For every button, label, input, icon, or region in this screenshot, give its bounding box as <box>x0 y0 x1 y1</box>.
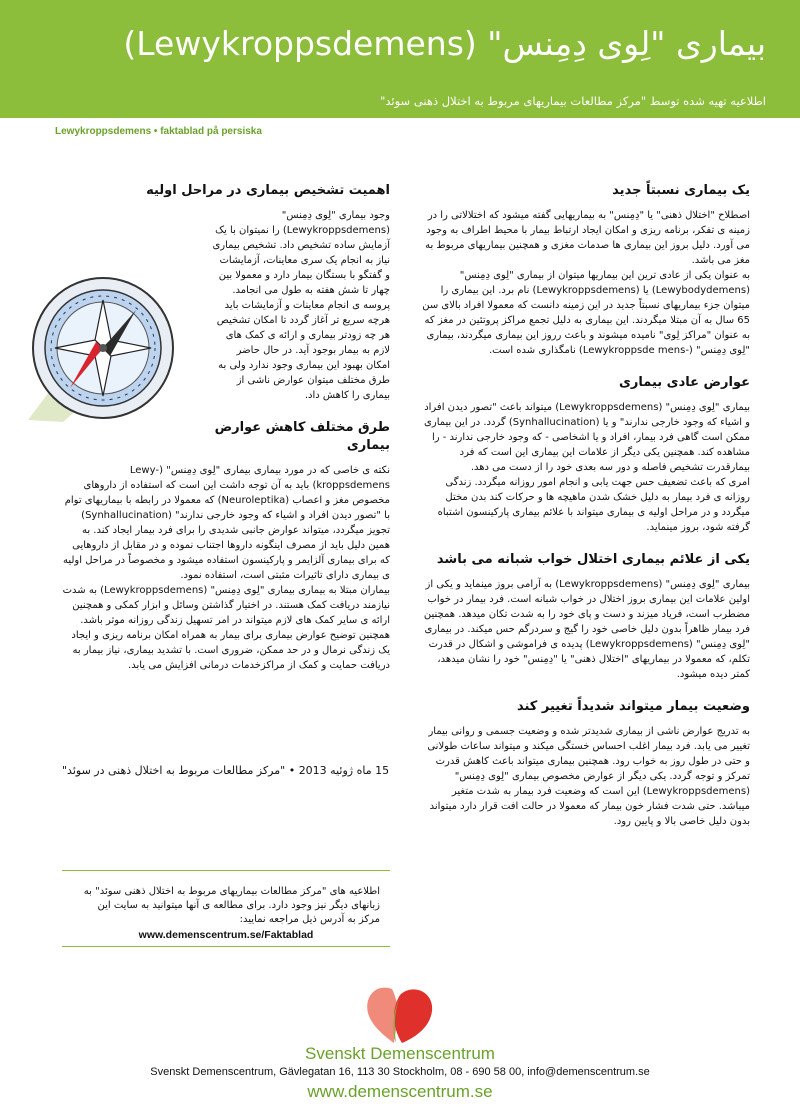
paragraph: اصطلاح "اختلال ذهنی" یا "دِمِنس" به بیماریهایی گفته میشود که اختلالاتی را در زمینه ی تفکر، برنامه ریزی و امکان ایجاد ارتباط بیمار با محیط اطراف به وجود می آورد. دلیل بروز این بیماری ها صدمات مغزی و همچنین بیماریهای مربوط به مغز می باشد. <box>425 210 750 266</box>
section-sleep-disorder <box>420 551 750 682</box>
paragraph: به عنوان یکی از عادی ترین این بیماریها میتوان از بیماری "لِوی دِمِنس" (Lewybodydemens) یا (Lewykroppsdemens) نام برد. این بیماری را میتوان جزء بیماریهای نسبتاً جدید در این زمینه دانست که معمولا افراد بالای سن 65 سال به آن مبتلا میگردند. این بیماری به دلیل تجمع مراکز پروتئین در مغز که به عنوان "مراکز لِوی" نامیده میشوند و باعث رروز این بیماری میگردند، بیماری "لِوی دِمِنس" (-Lewykroppsde mens) نامگذاری شده است. <box>422 270 750 356</box>
factsheet-label: Lewykroppsdemens • faktablad på persiska <box>55 126 262 137</box>
paragraph: بیماری "لِوی دِمِنس" (Lewykroppsdemens) به آرامی بروز مینماید و یکی از اولین علامات این بیماری بروز اختلال در خواب شبانه است. فرد بیمار در خواب مضطرب است، فریاد میزند و دست و پای خود را به شدت تکان میدهد. همچنین فرد بیمار ظاهراً بدون دلیل خاصی خود را گیج و سردرگم حس میکند. در بیماری "لِوی دِمِنس" (Lewykroppsdemens) پدیده ی فراموشی و اشکال در قدرت تکلم، که معمولا در بیماریهای "اختلال ذهنی" یا "دِمِنس" خود را نشان میدهد، کمتر دیده میشود. <box>423 579 750 680</box>
info-text: اطلاعیه های "مرکز مطالعات بیماریهای مربوط به اختلال ذهنی سوئد" به زبانهای دیگر نیز وجود دارد. برای مطالعه ی آنها میتوانید به سایت این مرکز به آدرس ذیل مراجعه نمایید: <box>83 886 380 925</box>
section-heading: وضعیت بیمار میتواند شدیداً تغییر کند <box>516 699 750 714</box>
heart-logo-icon <box>362 983 436 1045</box>
section-heading: عوارض عادی بیماری <box>618 375 750 390</box>
paragraph: بیماران مبتلا به بیماری بیماری "لِوی دِمِنس" (Lewykroppsdemens) به شدت نیازمند دریافت کمک هستند. در اختیار گذاشتن وسائل و ابزار کمکی و همچنین ارائه ی سایر کمک های لازم میتواند در امر تسهیل زندگی روزانه موثر باشد. همچنین توضیح عوارض بیماری برای بیمار به همراه امکان برنامه ریزی و ایجاد یک زندگی نرمال و در حد ممکن، ضروری است. با تشدید بیماری، نیاز بیمار به دریافت حمایت و کمک از مراکزخدمات درمانی افزایش می یابد. <box>62 585 390 671</box>
paragraph: نکته ی خاصی که در مورد بیماری بیماری "لِوی دِمِنس" (-Lewy kroppsdemens) باید به آن توجه داشت این است که استفاده از داروهای مخصوص مغز و اعصاب (Neuroleptika) که معمولا در رابطه با بیماریهای توام با "تصور دیدن افراد و اشیاء که وجود خارجی ندارند" (Synhallucination) تجویز میگردد، میتواند عوارض جانبی شدیدی را برای فرد بیمار ایجاد کند. به همین دلیل باید از مصرف اینگونه داروها اجتناب نموده و در مقابل از داروهایی که برای بیماری آلزایمر و پارکینسون استفاده میشود و مخصوصاً در مراحل اولیه ی بیماری دارای تاثیرات مثبتی است، استفاده نمود. <box>62 465 390 581</box>
publication-date: 15 ماه ژوئیه 2013 • "مرکز مطالعات مربوط به اختلال ذهنی در سوئد" <box>62 764 390 777</box>
website-link[interactable]: www.demenscentrum.se <box>307 1082 493 1101</box>
factsheet-url-link[interactable]: www.demenscentrum.se/Faktablad <box>138 929 314 941</box>
right-column <box>420 182 750 845</box>
section-common-symptoms <box>420 374 750 535</box>
section-new-disease <box>420 182 750 358</box>
section-reduce-symptoms <box>62 419 390 673</box>
organization-name: Svenskt Demenscentrum <box>305 1044 495 1063</box>
section-condition-change <box>420 698 750 829</box>
left-column <box>62 182 390 689</box>
paragraph: امری که باعث تضعیف حس جهت یابی و انجام امور روزانه میگردد. زندگی روزانه ی فرد بیمار به دلیل خشک شدن ماهیچه ها و حرکات کند بدن مختل میگردد و در مراحل اولیه ی بیماری میتواند با علائم بیماری پارکینسون اشتباه گرفته شود، بروز مینماید. <box>437 477 750 533</box>
page-title: بیماری "لِوی دِمِنس" (Lewykroppsdemens) <box>123 24 766 63</box>
footer-address: Svenskt Demenscentrum, Gävlegatan 16, 113 30 Stockholm, 08 - 690 58 00, info@demenscentrum.se <box>150 1066 650 1078</box>
paragraph: بیماری "لِوی دِمِنس" (Lewykroppsdemens) میتواند باعث "تصور دیدن افراد و اشیاء که وجود خارجی ندارند" و یا (Synhallucination) گردد. در این بیماری ممکن است گاهی فرد بیمار، افراد و یا اشخاصی - که وجود خارجی ندارند - را مشاهده کند. همچنین یکی دیگر از علامات این بیماری این است که فرد بیمارقدرت تشخیص فاصله و دور سه بعدی خود را از دست می دهد. <box>424 402 750 473</box>
section-heading: طرق مختلف کاهش عوارض بیماری <box>214 420 390 453</box>
paragraph: به تدریج عوارض ناشی از بیماری شدیدتر شده و وضعیت جسمی و روانی بیمار تغییر می یابد. فرد بیمار اغلب احساس خستگی میکند و میتواند ساعات طولانی و حتی در طول روز به خواب رود. همچنین بیماری میتواند باعث کاهش قدرت تمرکز و توجه گردد. یکی دیگر از عوارض مخصوص بیماری "لِوی دِمِنس" (Lewykroppsdemens) این است که وضعیت فرد بیمار به شدت متغیر میباشد. حتی شدت فشار خون بیمار که معمولا در حالت افت قرار دارد میتواند بدون دلیل خاصی بالا و پایین رود. <box>427 726 750 827</box>
section-heading: یکی از علائم بیماری اختلال خواب شبانه می باشد <box>436 552 750 567</box>
section-heading: اهمیت تشخیص بیماری در مراحل اولیه <box>146 183 390 198</box>
section-heading: یک بیماری نسبتاً جدید <box>612 183 750 198</box>
compass-icon <box>18 270 208 430</box>
info-box <box>62 870 390 947</box>
page-subtitle: اطلاعیه تهیه شده توسط "مرکز مطالعات بیماریهای مربوط به اختلال ذهنی سوئد" <box>380 94 766 108</box>
header-banner <box>0 0 800 118</box>
paragraph: وجود بیماری "لِوی دِمِنس" (Lewykroppsdemens) را نمیتوان با یک آزمایش ساده تشخیص داد. تشخیص بیماری نیاز به انجام یک سری معاینات، آزمایشات و گفتگو با بستگان بیمار دارد و معمولا بین چهار تا شش هفته به طول می انجامد. پروسه ی انجام معاینات و آزمایشات باید هرچه سریع تر آغاز گردد تا امکان تشخیص هر چه زودتر بیماری و ارائه ی کمک های لازم به بیمار بوجود آید. در حال حاضر امکان بهبود این بیماری وجود ندارد ولی به طرق مختلف میتوان عوارض ناشی از بیماری را کاهش داد. <box>212 210 390 401</box>
